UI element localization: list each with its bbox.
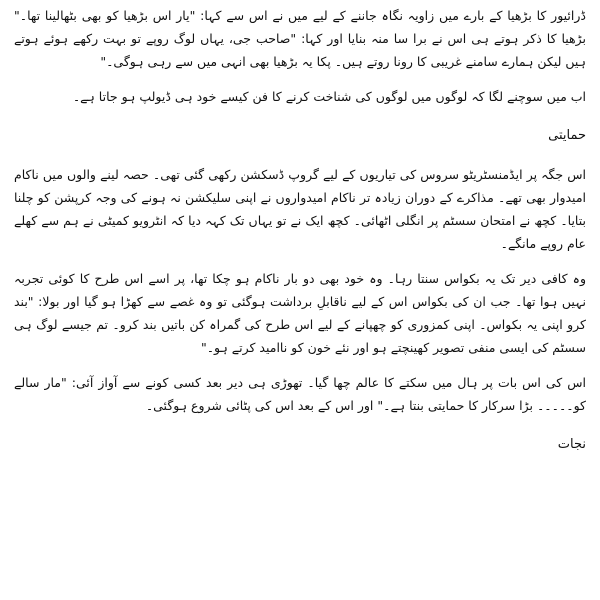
section-heading-himayati: حمایتی bbox=[548, 128, 586, 143]
paragraph-group-discussion: اس جگہ پر ایڈمنسٹریٹو سروس کی تیاریوں کے لیے گروپ ڈسکشن رکھی گئی تھی۔ حصہ لینے والوں میں ناکام امیدوار بھی تھے۔ مذاکرے کے دوران زیادہ تر ناکام امیدواروں نے اپنی سلیکشن نہ ہونے کی وجہ کرپشن کو چلنا بتایا۔ کچھ نے امتحان سسٹم پر انگلی اٹھائی۔ کچھ ایک نے تو یہاں تک کہہ دیا کہ انٹرویو کمیٹی نے ہم سے کھلے عام روپے مانگے۔ bbox=[14, 167, 586, 251]
section-heading-nijat: نجات bbox=[557, 437, 586, 452]
paragraph-reflection: اب میں سوچنے لگا کہ لوگوں میں لوگوں کی شناخت کرنے کا فن کیسے خود ہی ڈیولپ ہو جاتا ہے۔ bbox=[72, 89, 586, 104]
paragraph-driver: ڈرائیور کا بڑھیا کے بارے میں زاویہ نگاہ جاننے کے لیے میں نے اس سے کہا: "یار اس بڑھیا کو بھی بٹھالینا تھا۔" بڑھیا کا ذکر ہوتے ہی اس نے برا سا منہ بنایا اور کہا: "صاحب جی، یہاں لوگ روپے تو بہت رکھے ہوئے ہوتے ہیں لیکن ہمارے سامنے غریبی کا رونا روتے ہیں۔ پکا یہ بڑھیا بھی انہی میں سے رہی ہوگی۔" bbox=[14, 8, 586, 69]
paragraph-outburst: وہ کافی دیر تک یہ بکواس سنتا رہا۔ وہ خود بھی دو بار ناکام ہو چکا تھا، پر اسے اس طرح کا کوئی تجربہ نہیں ہوا تھا۔ جب ان کی بکواس اس کے لیے ناقابلِ برداشت ہوگئی تو وہ غصے سے کھڑا ہو گیا اور بولا: "بند کرو اپنی یہ بکواس۔ اپنی کمزوری کو چھپانے کے لیے اس طرح کی گمراہ کن باتیں بند کرو۔ تم جیسے لوگ ہی سسٹم کی ایسی منفی تصویر کھینچتے ہو اور نئے خون کو ناامید کرتے ہو۔" bbox=[14, 271, 586, 355]
paragraph-beating: اس کی اس بات پر ہال میں سکتے کا عالم چھا گیا۔ تھوڑی ہی دیر بعد کسی کونے سے آواز آئی: "مار سالے کو۔۔۔۔۔ بڑا سرکار کا حمایتی بنتا ہے۔" اور اس کے بعد اس کی پٹائی شروع ہوگئی۔ bbox=[14, 375, 586, 413]
